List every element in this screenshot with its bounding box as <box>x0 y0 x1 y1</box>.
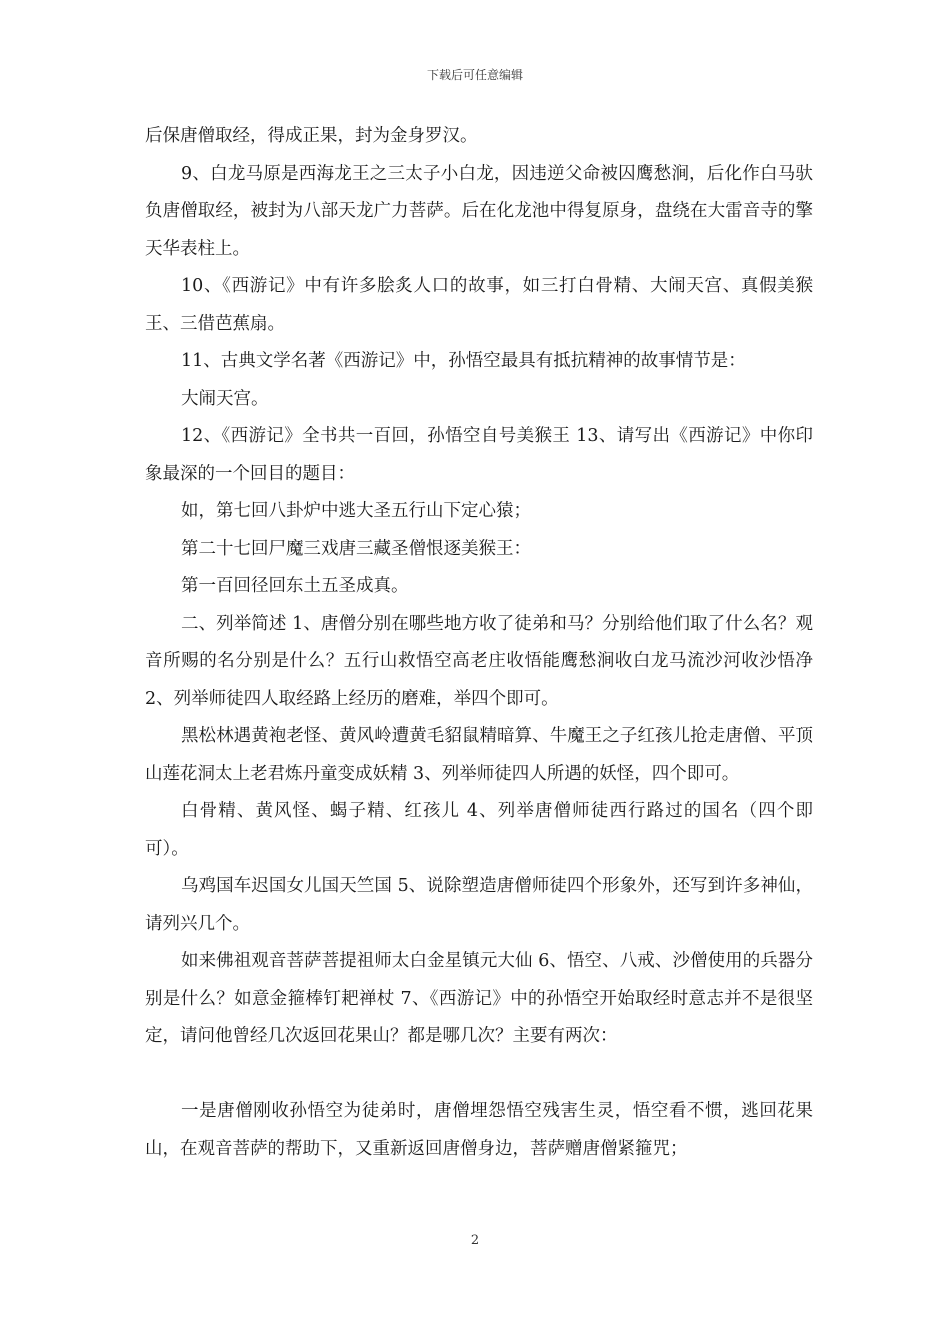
paragraph: 白骨精、黄风怪、蝎子精、红孩儿 4、列举唐僧师徒西行路过的国名（四个即可）。 <box>145 801 813 859</box>
paragraph: 如来佛祖观音菩萨菩提祖师太白金星镇元大仙 6、悟空、八戒、沙僧使用的兵器分别是什么？如意金箍棒钉耙禅杖 7、《西游记》中的孙悟空开始取经时意志并不是很坚定，请问他曾经几次返回花果山？都是哪几次？主要有两次： <box>145 951 813 1046</box>
paragraph: 一是唐僧刚收孙悟空为徒弟时，唐僧埋怨悟空残害生灵，悟空看不惯，逃回花果山，在观音菩萨的帮助下，又重新返回唐僧身边，菩萨赠唐僧紧箍咒； <box>145 1101 813 1159</box>
paragraph: 后保唐僧取经，得成正果，封为金身罗汉。 <box>145 126 478 146</box>
paragraph: 如，第七回八卦炉中逃大圣五行山下定心猿； <box>181 501 531 521</box>
document-body <box>145 118 813 1168</box>
paragraph: 大闹天宫。 <box>181 388 269 409</box>
paragraph: 10、《西游记》中有许多脍炙人口的故事，如三打白骨精、大闹天宫、真假美猴王、三借芭蕉扇。 <box>145 276 813 334</box>
paragraph: 黑松林遇黄袍老怪、黄风岭遭黄毛貂鼠精暗算、牛魔王之子红孩儿抢走唐僧、平顶山莲花洞太上老君炼丹童变成妖精 3、列举师徒四人所遇的妖怪，四个即可。 <box>145 726 813 784</box>
paragraph: 第一百回径回东土五圣成真。 <box>181 576 409 596</box>
paragraph: 二、列举简述 1、唐僧分别在哪些地方收了徒弟和马？分别给他们取了什么名？观音所赐的名分别是什么？五行山救悟空高老庄收悟能鹰愁涧收白龙马流沙河收沙悟净 2、列举师徒四人取经路上经历的磨难，举四个即可。 <box>145 613 813 709</box>
paragraph: 第二十七回尸魔三戏唐三藏圣僧恨逐美猴王： <box>181 538 531 559</box>
paragraph: 乌鸡国车迟国女儿国天竺国 5、说除塑造唐僧师徒四个形象外，还写到许多神仙，请列兴几个。 <box>145 876 813 934</box>
paragraph: 11、古典文学名著《西游记》中，孙悟空最具有抵抗精神的故事情节是： <box>181 351 746 371</box>
page-number: 2 <box>470 1233 480 1248</box>
paragraph: 9、白龙马原是西海龙王之三太子小白龙，因违逆父命被囚鹰愁涧，后化作白马驮负唐僧取经，被封为八部天龙广力菩萨。后在化龙池中得复原身，盘绕在大雷音寺的擎天华表柱上。 <box>145 163 813 259</box>
paragraph: 12、《西游记》全书共一百回，孙悟空自号美猴王 13、请写出《西游记》中你印象最深的一个回目的题目： <box>145 426 813 484</box>
page-header: 下载后可任意编辑 <box>426 68 523 82</box>
